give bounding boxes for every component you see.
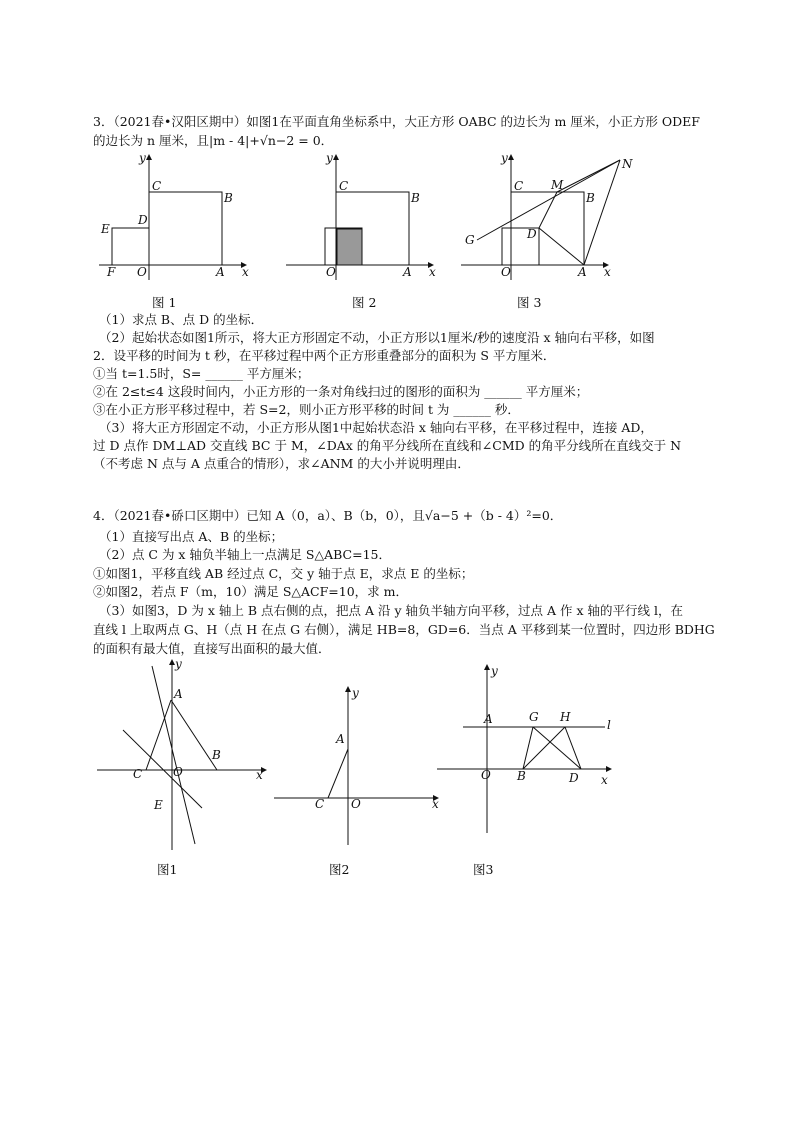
p4-line-5: ②如图2，若点 F（m，10）满足 S△ACF=10，求 m． — [93, 584, 408, 599]
svg-text:D: D — [138, 213, 148, 227]
svg-text:E: E — [101, 222, 110, 236]
svg-text:O: O — [351, 797, 361, 811]
p3-figure-1 — [95, 152, 255, 282]
svg-text:y: y — [175, 657, 182, 671]
svg-text:x: x — [256, 768, 263, 782]
p4-line-1: 4．（2021春•硚口区期中）已知 A（0，a）、B（b，0），且√a−5 +（b - 4）²=0． — [93, 508, 563, 523]
svg-text:y: y — [139, 151, 146, 165]
p4-line-7: 直线 l 上取两点 G、H（点 H 在点 G 右侧），满足 HB=8，GD=6．当点 A 平移到某一位置时，四边形 BDHG — [93, 622, 715, 637]
p4-line-8: 的面积有最大值，直接写出面积的最大值． — [93, 641, 331, 656]
svg-text:l: l — [607, 718, 611, 732]
svg-text:A: A — [174, 687, 183, 701]
svg-text:C: C — [152, 179, 162, 193]
svg-text:M: M — [551, 178, 564, 192]
svg-text:x: x — [429, 265, 436, 279]
svg-text:O: O — [173, 765, 183, 779]
svg-text:G: G — [529, 710, 539, 724]
svg-text:y: y — [491, 664, 498, 678]
svg-text:N: N — [622, 157, 633, 171]
p3-caption-3: 图 3 — [517, 295, 542, 310]
p3-line-10: 过 D 点作 DM⊥AD 交直线 BC 于 M，∠DAx 的角平分线所在直线和∠CMD 的角平分线所在直线交于 N — [93, 438, 682, 453]
svg-text:B: B — [411, 191, 420, 205]
svg-text:B: B — [212, 748, 221, 762]
p4-line-2: （1）直接写出点 A、B 的坐标； — [99, 529, 284, 544]
svg-text:y: y — [326, 151, 333, 165]
svg-text:A: A — [336, 732, 345, 746]
svg-text:D: D — [527, 227, 537, 241]
p3-figure-2 — [282, 152, 442, 282]
svg-text:A: A — [578, 265, 587, 279]
svg-text:B: B — [586, 191, 595, 205]
p4-caption-3: 图3 — [473, 862, 494, 877]
p3-line-3: （1）求点 B、点 D 的坐标． — [99, 312, 264, 327]
p4-figure-1 — [95, 658, 275, 858]
svg-text:F: F — [107, 265, 116, 279]
p4-caption-2: 图2 — [329, 862, 350, 877]
svg-text:O: O — [137, 265, 147, 279]
svg-text:E: E — [154, 798, 163, 812]
svg-text:x: x — [432, 797, 439, 811]
p4-caption-1: 图1 — [157, 862, 178, 877]
p3-line-6: ①当 t=1.5时，S= ______ 平方厘米； — [93, 366, 310, 381]
svg-text:C: C — [315, 797, 325, 811]
p3-line-5: 2．设平移的时间为 t 秒，在平移过程中两个正方形重叠部分的面积为 S 平方厘米． — [93, 348, 556, 363]
svg-text:C: C — [339, 179, 349, 193]
svg-text:B: B — [224, 191, 233, 205]
svg-text:D: D — [569, 771, 579, 785]
p4-line-6: （3）如图3，D 为 x 轴上 B 点右侧的点，把点 A 沿 y 轴负半轴方向平移，过点 A 作 x 轴的平行线 l，在 — [99, 603, 683, 618]
svg-text:C: C — [133, 767, 143, 781]
p3-line-4: （2）起始状态如图1所示，将大正方形固定不动，小正方形以1厘米/秒的速度沿 x 轴向右平移，如图 — [99, 330, 655, 345]
svg-text:B: B — [517, 769, 526, 783]
svg-text:y: y — [501, 151, 508, 165]
p4-figure-3 — [435, 663, 635, 843]
p3-caption-2: 图 2 — [352, 295, 377, 310]
svg-text:x: x — [242, 265, 249, 279]
svg-text:A: A — [216, 265, 225, 279]
p3-line-11: （不考虑 N 点与 A 点重合的情形），求∠ANM 的大小并说明理由． — [93, 456, 470, 471]
p3-caption-1: 图 1 — [152, 295, 177, 310]
p4-figure-2 — [272, 685, 442, 855]
p3-line-2: 的边长为 n 厘米，且|m - 4|+√n−2 = 0． — [93, 133, 334, 148]
p3-line-7: ②在 2≤t≤4 这段时间内，小正方形的一条对角线扫过的图形的面积为 ______ 平方厘米； — [93, 384, 589, 399]
svg-text:O: O — [326, 265, 336, 279]
svg-text:A: A — [403, 265, 412, 279]
p3-figure-3 — [457, 152, 647, 282]
svg-text:G: G — [465, 233, 475, 247]
p4-line-3: （2）点 C 为 x 轴负半轴上一点满足 S△ABC=15． — [99, 547, 391, 562]
svg-text:C: C — [514, 179, 524, 193]
svg-text:O: O — [501, 265, 511, 279]
svg-text:x: x — [604, 265, 611, 279]
p3-line-9: （3）将大正方形固定不动，小正方形从图1中起始状态沿 x 轴向右平移，在平移过程中，连接 AD， — [99, 420, 653, 435]
p4-line-4: ①如图1，平移直线 AB 经过点 C，交 y 轴于点 E，求点 E 的坐标； — [93, 566, 474, 581]
p3-line-8: ③在小正方形平移过程中，若 S=2，则小正方形平移的时间 t 为 ______ 秒． — [93, 402, 520, 417]
p3-line-1: 3．（2021春•汉阳区期中）如图1在平面直角坐标系中，大正方形 OABC 的边长为 m 厘米，小正方形 ODEF — [93, 114, 700, 129]
svg-text:O: O — [481, 768, 491, 782]
svg-text:x: x — [601, 773, 608, 787]
svg-text:A: A — [484, 712, 493, 726]
svg-text:H: H — [560, 710, 571, 724]
svg-text:y: y — [352, 686, 359, 700]
